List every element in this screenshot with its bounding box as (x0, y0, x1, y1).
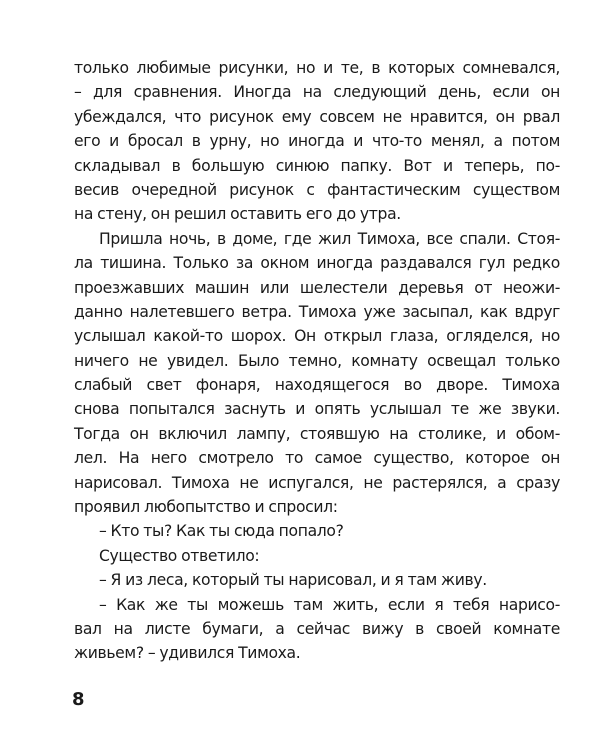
text-line: снова попытался заснуть и опять услышал те же звуки. (74, 400, 560, 419)
text-line: весив очередной рисунок с фантастическим существом (74, 180, 560, 199)
text-line: данно налетевшего ветра. Тимоха уже засыпал, как вдруг (74, 302, 560, 321)
body-text (74, 56, 560, 666)
dialogue-line: – Как же ты можешь там жить, если я тебя нарисо- (99, 595, 560, 614)
text-line: на стену, он решил оставить его до утра. (74, 205, 401, 224)
text-line: – для сравнения. Иногда на следующий день, если он (74, 83, 560, 102)
text-line: ничего не увидел. Было темно, комнату освещал только (74, 351, 560, 370)
text-line: его и бросал в урну, но иногда и что-то менял, а потом (74, 132, 560, 151)
text-line: лел. На него смотрело то самое существо, которое он (74, 449, 560, 468)
text-line: вал на листе бумаги, а сейчас вижу в своей комнате (74, 619, 560, 638)
text-line: убеждался, что рисунок ему совсем не нравится, он рвал (74, 107, 560, 126)
text-line: складывал в большую синюю папку. Вот и теперь, по- (74, 156, 560, 175)
text-line: услышал какой-то шорох. Он открыл глаза, огляделся, но (74, 327, 560, 346)
dialogue-line: – Я из леса, который ты нарисовал, и я там живу. (99, 571, 487, 590)
text-line: живьем? – удивился Тимоха. (74, 644, 301, 663)
dialogue-line: – Кто ты? Как ты сюда попало? (99, 522, 344, 541)
page-number: 8 (72, 689, 85, 710)
text-line: Пришла ночь, в доме, где жил Тимоха, все спали. Стоя- (99, 229, 560, 248)
text-line: Существо ответило: (99, 546, 260, 565)
text-line: ла тишина. Только за окном иногда раздавался гул редко (74, 254, 560, 273)
text-line: проявил любопытство и спросил: (74, 498, 338, 517)
text-line: Тогда он включил лампу, стоявшую на столике, и обом- (74, 424, 560, 443)
text-line: слабый свет фонаря, находящегося во дворе. Тимоха (74, 376, 560, 395)
text-line: проезжавших машин или шелестели деревья от неожи- (74, 278, 560, 297)
text-line: только любимые рисунки, но и те, в которых сомневался, (74, 59, 560, 77)
text-line: нарисовал. Тимоха не испугался, не растерялся, а сразу (74, 473, 560, 492)
